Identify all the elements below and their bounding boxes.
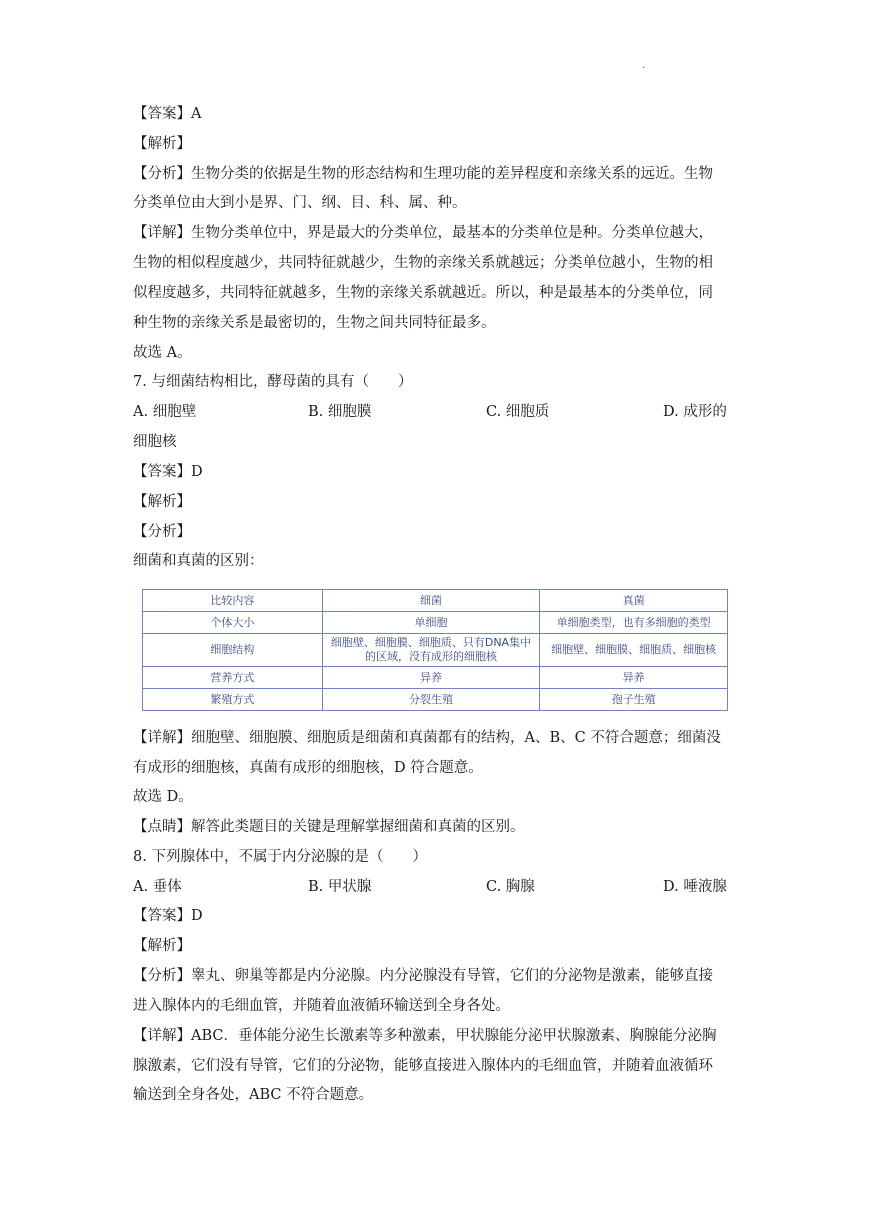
table-cell: 异养 xyxy=(540,667,728,689)
table-cell: 细胞壁、细胞膜、细胞质、只有DNA集中的区域，没有成形的细胞核 xyxy=(322,634,540,667)
q7-tip: 【点睛】解答此类题目的关键是理解掌握细菌和真菌的区别。 xyxy=(133,819,525,835)
q7-answer: 【答案】D xyxy=(133,464,203,480)
q7-detail-line: 有成形的细胞核，真菌有成形的细胞核，D 符合题意。 xyxy=(133,760,483,776)
q7-table-intro: 细菌和真菌的区别： xyxy=(133,553,264,569)
table-cell: 异养 xyxy=(322,667,540,689)
q8-analysis-line: 【分析】睾丸、卵巢等都是内分泌腺。内分泌腺没有导管，它们的分泌物是激素，能够直接 xyxy=(133,968,713,984)
q6-analysis-line: 【分析】生物分类的依据是生物的形态结构和生理功能的差异程度和亲缘关系的远近。生物 xyxy=(133,166,713,182)
q7-option-a: A. 细胞壁 xyxy=(133,404,197,420)
table-cell: 个体大小 xyxy=(143,612,323,634)
table-header-cell: 细菌 xyxy=(322,590,540,612)
q6-detail-line: 种生物的亲缘关系是最密切的，生物之间共同特征最多。 xyxy=(133,315,496,331)
q8-analysis-heading: 【解析】 xyxy=(133,938,191,954)
q8-option-b: B. 甲状腺 xyxy=(308,879,372,895)
table-cell: 细胞结构 xyxy=(143,634,323,667)
q8-analysis-line: 进入腺体内的毛细血管，并随着血液循环输送到全身各处。 xyxy=(133,998,510,1014)
q8-answer: 【答案】D xyxy=(133,908,203,924)
table-cell: 孢子生殖 xyxy=(540,689,728,711)
q7-detail-line: 【详解】细胞壁、细胞膜、细胞质是细菌和真菌都有的结构，A、B、C 不符合题意；细菌没 xyxy=(133,730,721,746)
q7-analysis-heading: 【解析】 xyxy=(133,494,191,510)
bacteria-fungi-comparison-table xyxy=(142,589,728,711)
q6-analysis-line: 分类单位由大到小是界、门、纲、目、科、属、种。 xyxy=(133,195,467,211)
table-cell: 单细胞 xyxy=(322,612,540,634)
table-cell: 分裂生殖 xyxy=(322,689,540,711)
table-cell: 单细胞类型，也有多细胞的类型 xyxy=(540,612,728,634)
q6-analysis-heading: 【解析】 xyxy=(133,136,191,152)
q6-detail-line: 【详解】生物分类单位中，界是最大的分类单位，最基本的分类单位是种。分类单位越大， xyxy=(133,225,713,241)
q7-option-c: C. 细胞质 xyxy=(486,404,550,420)
q7-option-b: B. 细胞膜 xyxy=(308,404,372,420)
table-cell: 繁殖方式 xyxy=(143,689,323,711)
table-header-cell: 比较内容 xyxy=(143,590,323,612)
q6-choice: 故选 A。 xyxy=(133,345,192,361)
table-row xyxy=(143,667,728,689)
q8-detail-line: 输送到全身各处，ABC 不符合题意。 xyxy=(133,1087,374,1103)
table-cell: 营养方式 xyxy=(143,667,323,689)
q7-option-d: D. 成形的 xyxy=(663,404,727,420)
table-cell: 细胞壁、细胞膜、细胞质、细胞核 xyxy=(540,634,728,667)
page-dot: . xyxy=(642,60,646,71)
q6-detail-line: 生物的相似程度越少，共同特征就越少，生物的亲缘关系就越远；分类单位越小，生物的相 xyxy=(133,255,713,271)
q7-stem: 7. 与细菌结构相比，酵母菌的具有（ ） xyxy=(133,374,413,390)
q8-stem: 8. 下列腺体中，不属于内分泌腺的是（ ） xyxy=(133,849,427,865)
table-row xyxy=(143,634,728,667)
q7-analysis-label: 【分析】 xyxy=(133,524,191,540)
q8-detail-line: 腺激素，它们没有导管，它们的分泌物，能够直接进入腺体内的毛细血管，并随着血液循环 xyxy=(133,1058,713,1074)
q8-option-c: C. 胸腺 xyxy=(486,879,535,895)
q6-detail-line: 似程度越多，共同特征就越多，生物的亲缘关系就越近。所以，种是最基本的分类单位，同 xyxy=(133,285,713,301)
table-row xyxy=(143,612,728,634)
q8-option-d: D. 唾液腺 xyxy=(663,879,727,895)
q7-choice: 故选 D。 xyxy=(133,789,193,805)
table-header-cell: 真菌 xyxy=(540,590,728,612)
table-header-row xyxy=(143,590,728,612)
q7-option-d-wrap: 细胞核 xyxy=(133,434,177,450)
table-row xyxy=(143,689,728,711)
q8-option-a: A. 垂体 xyxy=(133,879,182,895)
q8-detail-line: 【详解】ABC．垂体能分泌生长激素等多种激素，甲状腺能分泌甲状腺激素、胸腺能分泌胸 xyxy=(133,1028,717,1044)
q6-answer: 【答案】A xyxy=(133,106,202,122)
